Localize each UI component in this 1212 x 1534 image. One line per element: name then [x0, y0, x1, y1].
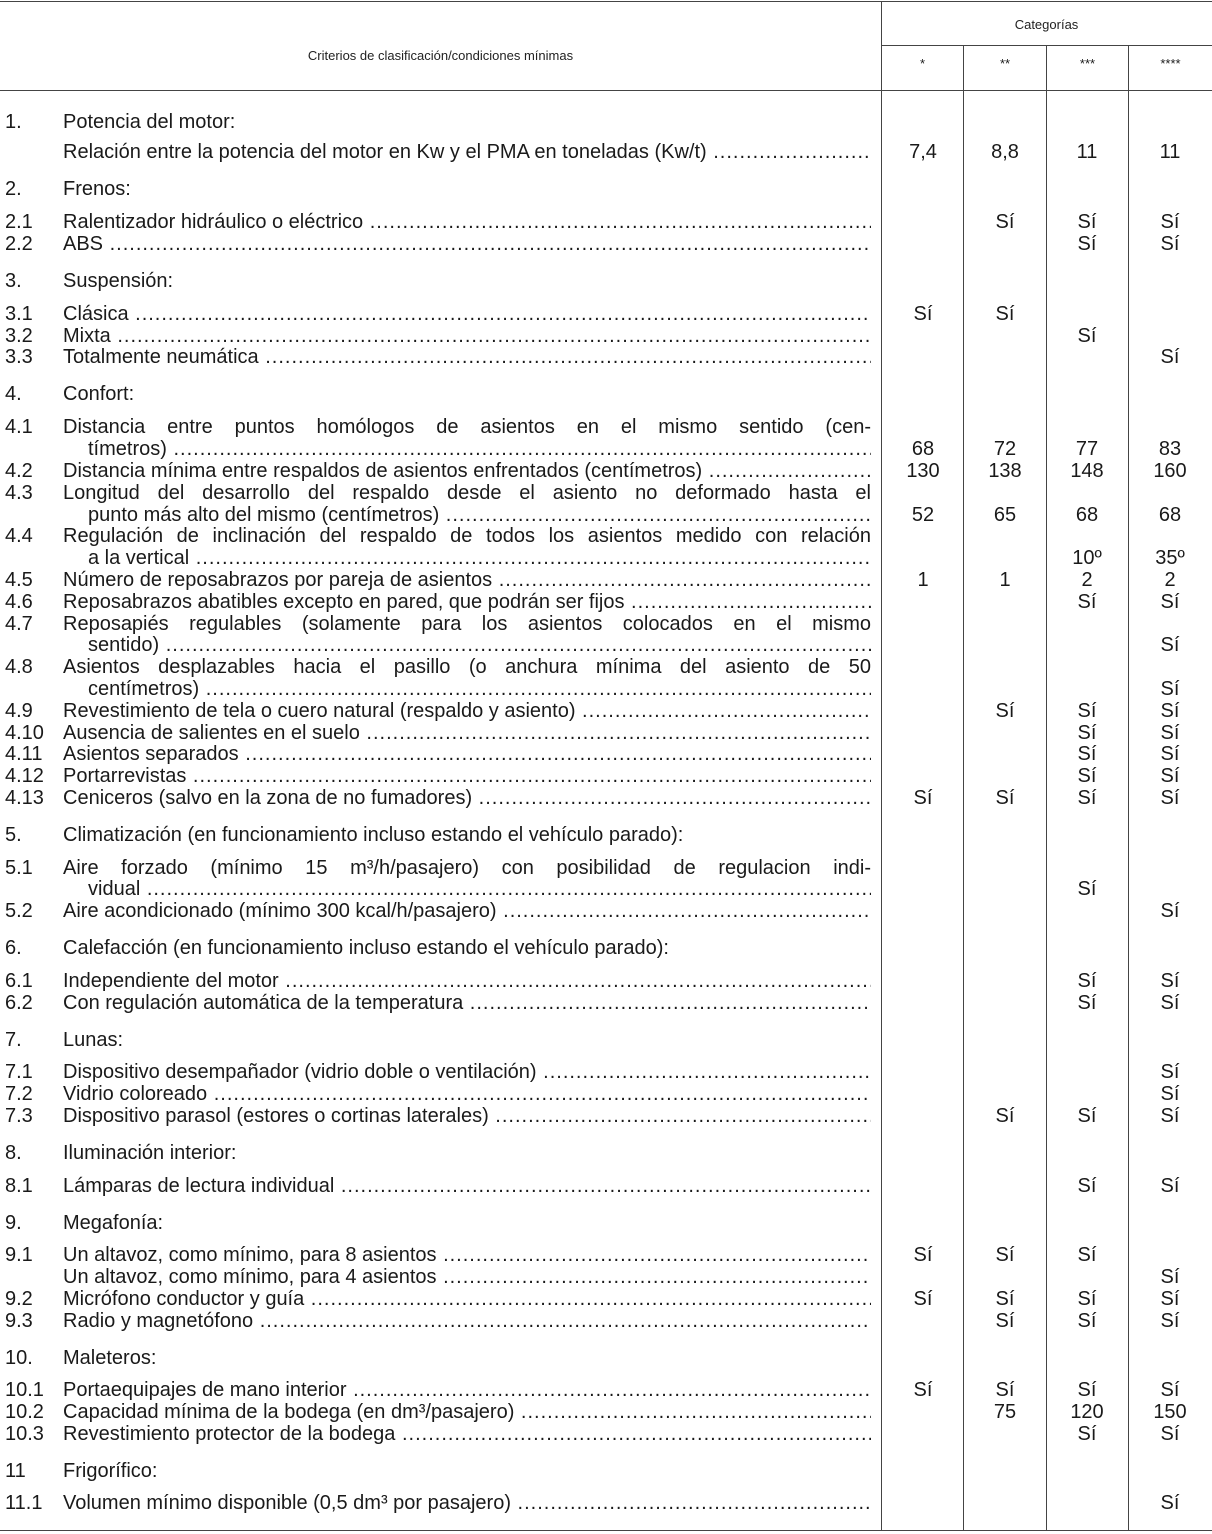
table-row: [0, 1266, 1212, 1289]
row-number: 3.2: [5, 325, 33, 347]
category-3-value: Sí: [1077, 1175, 1097, 1197]
row-number: 9.2: [5, 1288, 33, 1310]
row-number: 4.12: [5, 765, 44, 787]
category-3-value: 68: [1075, 504, 1099, 526]
category-3-value: 2: [1081, 569, 1093, 591]
table-row: [0, 1029, 1212, 1052]
category-3-value: Sí: [1077, 233, 1097, 255]
table-row: [0, 460, 1212, 483]
category-3-value: Sí: [1077, 591, 1097, 613]
category-2-star: **: [999, 56, 1011, 71]
table-row: [0, 1310, 1212, 1333]
category-4-value: 68: [1158, 504, 1182, 526]
category-3-value: Sí: [1077, 722, 1097, 744]
row-label: Portaequipajes de mano interior .....: [63, 1379, 871, 1402]
table-row: [0, 700, 1212, 723]
category-4-value: 35º: [1155, 547, 1185, 569]
row-label: Distancia mínima entre respaldos de asientos enfrentados (centímetros) .....: [63, 460, 871, 483]
category-2-value: Sí: [995, 1288, 1015, 1310]
row-label: Iluminación interior:: [63, 1142, 237, 1164]
row-label: Aire acondicionado (mínimo 300 kcal/h/pasajero) .....: [63, 900, 871, 923]
row-number: 4.3: [5, 482, 33, 504]
row-number: 7.2: [5, 1083, 33, 1105]
row-label: Ceniceros (salvo en la zona de no fumadores) .....: [63, 787, 871, 810]
table-row: [0, 900, 1212, 923]
table-row: [0, 504, 1212, 527]
table-row: [0, 383, 1212, 406]
category-4-value: 160: [1153, 460, 1187, 482]
category-4-value: 11: [1159, 141, 1181, 163]
table-row: [0, 482, 1212, 505]
table-row: [0, 787, 1212, 810]
category-4-value: Sí: [1160, 970, 1180, 992]
row-label: Vidrio coloreado .....: [63, 1083, 871, 1106]
category-2-value: 72: [993, 438, 1017, 460]
row-label: Portarrevistas .....: [63, 765, 871, 788]
table-row: [0, 656, 1212, 679]
table-row: [0, 1401, 1212, 1424]
row-label: centímetros) .....: [88, 678, 871, 701]
category-2-value: Sí: [995, 787, 1015, 809]
table-row: [0, 111, 1212, 134]
category-2-value: 8,8: [991, 141, 1019, 163]
row-number: 5.: [5, 824, 22, 846]
row-number: 5.1: [5, 857, 33, 879]
category-4-value: Sí: [1160, 992, 1180, 1014]
row-number: 3.: [5, 270, 22, 292]
row-number: 10.1: [5, 1379, 44, 1401]
table-row: [0, 970, 1212, 993]
row-label: Un altavoz, como mínimo, para 4 asientos .....: [63, 1266, 871, 1289]
category-1-value: Sí: [913, 1379, 933, 1401]
category-1-value: Sí: [913, 1288, 933, 1310]
table-row: [0, 824, 1212, 847]
row-label: Confort:: [63, 383, 135, 405]
category-2-value: Sí: [995, 700, 1015, 722]
row-label: sentido) .....: [88, 634, 871, 657]
category-4-value: Sí: [1160, 787, 1180, 809]
category-3-value: 11: [1076, 141, 1098, 163]
row-label: Lunas:: [63, 1029, 124, 1051]
category-3-value: 77: [1075, 438, 1099, 460]
row-number: 2.1: [5, 211, 33, 233]
row-label: Climatización (en funcionamiento incluso estando el vehículo parado):: [63, 824, 684, 846]
table-row: [0, 1423, 1212, 1446]
category-4-value: Sí: [1160, 1423, 1180, 1445]
row-label: Frigorífico:: [63, 1460, 158, 1482]
row-number: 6.: [5, 937, 22, 959]
table-row: [0, 613, 1212, 636]
table-row: [0, 1379, 1212, 1402]
category-3-value: Sí: [1077, 1288, 1097, 1310]
row-number: 4.: [5, 383, 22, 405]
row-number: 4.11: [5, 743, 43, 765]
category-4-value: Sí: [1160, 1105, 1180, 1127]
row-label: Maleteros:: [63, 1347, 157, 1369]
table-row: [0, 1105, 1212, 1128]
category-3-value: Sí: [1077, 700, 1097, 722]
table-row: [0, 1061, 1212, 1084]
category-4-value: Sí: [1160, 743, 1180, 765]
category-2-value: Sí: [995, 1310, 1015, 1332]
table-row: [0, 211, 1212, 234]
row-number: 9.1: [5, 1244, 33, 1266]
table-row: [0, 1288, 1212, 1311]
row-number: 8.: [5, 1142, 22, 1164]
category-1-value: Sí: [913, 303, 933, 325]
row-label: tímetros) .....: [88, 438, 871, 461]
row-label: Suspensión:: [63, 270, 174, 292]
row-label: Potencia del motor:: [63, 111, 236, 133]
category-4-value: Sí: [1160, 211, 1180, 233]
category-4-value: Sí: [1160, 346, 1180, 368]
row-label: Un altavoz, como mínimo, para 8 asientos .....: [63, 1244, 871, 1267]
table-row: [0, 1175, 1212, 1198]
row-number: 10.2: [5, 1401, 44, 1423]
category-3-value: Sí: [1077, 211, 1097, 233]
row-number: 1.: [5, 111, 22, 133]
table-row: [0, 233, 1212, 256]
table-row: [0, 416, 1212, 439]
category-4-value: Sí: [1160, 1083, 1180, 1105]
row-label: Revestimiento protector de la bodega .....: [63, 1423, 871, 1446]
table-row: [0, 438, 1212, 461]
row-label: Reposabrazos abatibles excepto en pared, que podrán ser fijos .....: [63, 591, 871, 614]
row-label: Aire forzado (mínimo 15 m³/h/pasajero) con posibilidad de regulacion indi-: [63, 857, 871, 879]
category-3-value: Sí: [1077, 1105, 1097, 1127]
row-label: Dispositivo parasol (estores o cortinas laterales) .....: [63, 1105, 871, 1128]
table-row: [0, 141, 1212, 164]
row-label: Ausencia de salientes en el suelo .....: [63, 722, 871, 745]
table-row: [0, 992, 1212, 1015]
row-number: 10.3: [5, 1423, 44, 1445]
category-4-value: Sí: [1160, 634, 1180, 656]
table-row: [0, 678, 1212, 701]
category-3-value: Sí: [1077, 992, 1097, 1014]
row-number: 4.6: [5, 591, 33, 613]
table-row: [0, 591, 1212, 614]
row-label: vidual .....: [88, 878, 871, 901]
category-3-value: Sí: [1077, 765, 1097, 787]
row-label: Número de reposabrazos por pareja de asientos .....: [63, 569, 871, 592]
row-number: 4.2: [5, 460, 33, 482]
row-label: Mixta .....: [63, 325, 871, 348]
table-row: [0, 547, 1212, 570]
category-3-value: Sí: [1077, 878, 1097, 900]
category-1-value: 7,4: [909, 141, 937, 163]
category-3-value: Sí: [1077, 1244, 1097, 1266]
table-row: [0, 1460, 1212, 1483]
category-4-star: ****: [1160, 56, 1181, 71]
table-row: [0, 1083, 1212, 1106]
table-row: [0, 1142, 1212, 1165]
row-label: a la vertical .....: [88, 547, 871, 570]
category-2-value: Sí: [995, 1244, 1015, 1266]
row-label: Clásica .....: [63, 303, 871, 326]
criteria-header: Criterios de clasificación/condiciones mínimas: [307, 48, 574, 63]
row-label: Asientos separados .....: [63, 743, 871, 766]
row-number: 4.7: [5, 613, 33, 635]
categories-header: Categorías: [1014, 17, 1079, 32]
row-label: Calefacción (en funcionamiento incluso estando el vehículo parado):: [63, 937, 669, 959]
category-2-value: 75: [993, 1401, 1017, 1423]
table-row: [0, 270, 1212, 293]
category-2-value: 138: [988, 460, 1022, 482]
category-4-value: Sí: [1160, 1266, 1180, 1288]
table-row: [0, 178, 1212, 201]
category-3-value: Sí: [1077, 1379, 1097, 1401]
category-4-value: Sí: [1160, 700, 1180, 722]
row-number: 7.: [5, 1029, 22, 1051]
row-number: 4.5: [5, 569, 33, 591]
table-row: [0, 1244, 1212, 1267]
category-1-value: Sí: [913, 1244, 933, 1266]
category-4-value: Sí: [1160, 1492, 1180, 1514]
category-4-value: Sí: [1160, 1061, 1180, 1083]
row-number: 2.2: [5, 233, 33, 255]
row-number: 4.8: [5, 656, 33, 678]
table-row: [0, 346, 1212, 369]
category-3-value: Sí: [1077, 1423, 1097, 1445]
row-label: Megafonía:: [63, 1212, 164, 1234]
table-row: [0, 325, 1212, 348]
category-1-value: 130: [906, 460, 940, 482]
row-number: 11.1: [5, 1492, 43, 1514]
category-3-value: 148: [1070, 460, 1104, 482]
category-4-value: Sí: [1160, 1379, 1180, 1401]
category-3-value: Sí: [1077, 743, 1097, 765]
row-number: 6.1: [5, 970, 33, 992]
row-number: 4.13: [5, 787, 44, 809]
row-number: 2.: [5, 178, 22, 200]
row-label: Con regulación automática de la temperatura .....: [63, 992, 871, 1015]
category-4-value: Sí: [1160, 900, 1180, 922]
row-label: Totalmente neumática .....: [63, 346, 871, 369]
category-4-value: Sí: [1160, 233, 1180, 255]
table-row: [0, 1347, 1212, 1370]
category-3-value: Sí: [1077, 970, 1097, 992]
row-label: Independiente del motor .....: [63, 970, 871, 993]
table-row: [0, 634, 1212, 657]
category-1-value: Sí: [913, 787, 933, 809]
category-3-star: ***: [1079, 56, 1096, 71]
row-label: Relación entre la potencia del motor en Kw y el PMA en toneladas (Kw/t) .....: [63, 141, 871, 164]
row-label: Revestimiento de tela o cuero natural (respaldo y asiento) .....: [63, 700, 871, 723]
row-number: 9.: [5, 1212, 22, 1234]
row-label: Volumen mínimo disponible (0,5 dm³ por pasajero) .....: [63, 1492, 871, 1515]
row-number: 3.1: [5, 303, 33, 325]
category-2-value: Sí: [995, 1379, 1015, 1401]
category-4-value: Sí: [1160, 1310, 1180, 1332]
category-4-value: Sí: [1160, 722, 1180, 744]
category-4-value: 83: [1158, 438, 1182, 460]
row-number: 4.10: [5, 722, 44, 744]
table-row: [0, 722, 1212, 745]
category-4-value: Sí: [1160, 678, 1180, 700]
category-3-value: Sí: [1077, 1310, 1097, 1332]
table-row: [0, 937, 1212, 960]
row-number: 4.9: [5, 700, 33, 722]
category-1-value: 52: [911, 504, 935, 526]
row-label: Longitud del desarrollo del respaldo desde el asiento no deformado hasta el: [63, 482, 871, 504]
row-label: Regulación de inclinación del respaldo de todos los asientos medido con relación: [63, 525, 871, 547]
row-number: 9.3: [5, 1310, 33, 1332]
table-row: [0, 569, 1212, 592]
category-4-value: 150: [1153, 1401, 1187, 1423]
row-label: Reposapiés regulables (solamente para los asientos colocados en el mismo: [63, 613, 871, 635]
row-number: 4.4: [5, 525, 33, 547]
category-3-value: 10º: [1072, 547, 1102, 569]
table-row: [0, 303, 1212, 326]
table-row: [0, 857, 1212, 880]
row-number: 5.2: [5, 900, 33, 922]
row-number: 8.1: [5, 1175, 33, 1197]
category-4-value: 2: [1164, 569, 1176, 591]
row-label: Distancia entre puntos homólogos de asientos en el mismo sentido (cen-: [63, 416, 871, 438]
category-3-value: 120: [1070, 1401, 1104, 1423]
row-number: 7.3: [5, 1105, 33, 1127]
category-1-star: *: [919, 56, 926, 71]
row-label: Capacidad mínima de la bodega (en dm³/pasajero) .....: [63, 1401, 871, 1424]
row-label: Ralentizador hidráulico o eléctrico .....: [63, 211, 871, 234]
category-2-value: Sí: [995, 1105, 1015, 1127]
table-row: [0, 1212, 1212, 1235]
table-row: [0, 765, 1212, 788]
category-4-value: Sí: [1160, 1175, 1180, 1197]
row-number: 3.3: [5, 346, 33, 368]
row-number: 10.: [5, 1347, 33, 1369]
row-label: Radio y magnetófono .....: [63, 1310, 871, 1333]
row-number: 11: [5, 1460, 26, 1482]
row-label: Micrófono conductor y guía .....: [63, 1288, 871, 1311]
row-number: 4.1: [5, 416, 33, 438]
row-number: 7.1: [5, 1061, 33, 1083]
table-row: [0, 743, 1212, 766]
row-label: ABS .....: [63, 233, 871, 256]
row-label: Frenos:: [63, 178, 131, 200]
category-4-value: Sí: [1160, 1288, 1180, 1310]
category-2-value: Sí: [995, 303, 1015, 325]
table-row: [0, 878, 1212, 901]
row-label: Dispositivo desempañador (vidrio doble o ventilación) .....: [63, 1061, 871, 1084]
category-4-value: Sí: [1160, 591, 1180, 613]
row-label: Asientos desplazables hacia el pasillo (o anchura mínima del asiento de 50: [63, 656, 871, 678]
category-4-value: Sí: [1160, 765, 1180, 787]
row-label: punto más alto del mismo (centímetros) .....: [88, 504, 871, 527]
category-3-value: Sí: [1077, 325, 1097, 347]
table-row: [0, 525, 1212, 548]
category-2-value: 1: [999, 569, 1011, 591]
row-number: 6.2: [5, 992, 33, 1014]
row-label: Lámparas de lectura individual .....: [63, 1175, 871, 1198]
category-2-value: 65: [993, 504, 1017, 526]
category-1-value: 68: [911, 438, 935, 460]
category-2-value: Sí: [995, 211, 1015, 233]
table-row: [0, 1492, 1212, 1515]
category-3-value: Sí: [1077, 787, 1097, 809]
category-1-value: 1: [917, 569, 929, 591]
